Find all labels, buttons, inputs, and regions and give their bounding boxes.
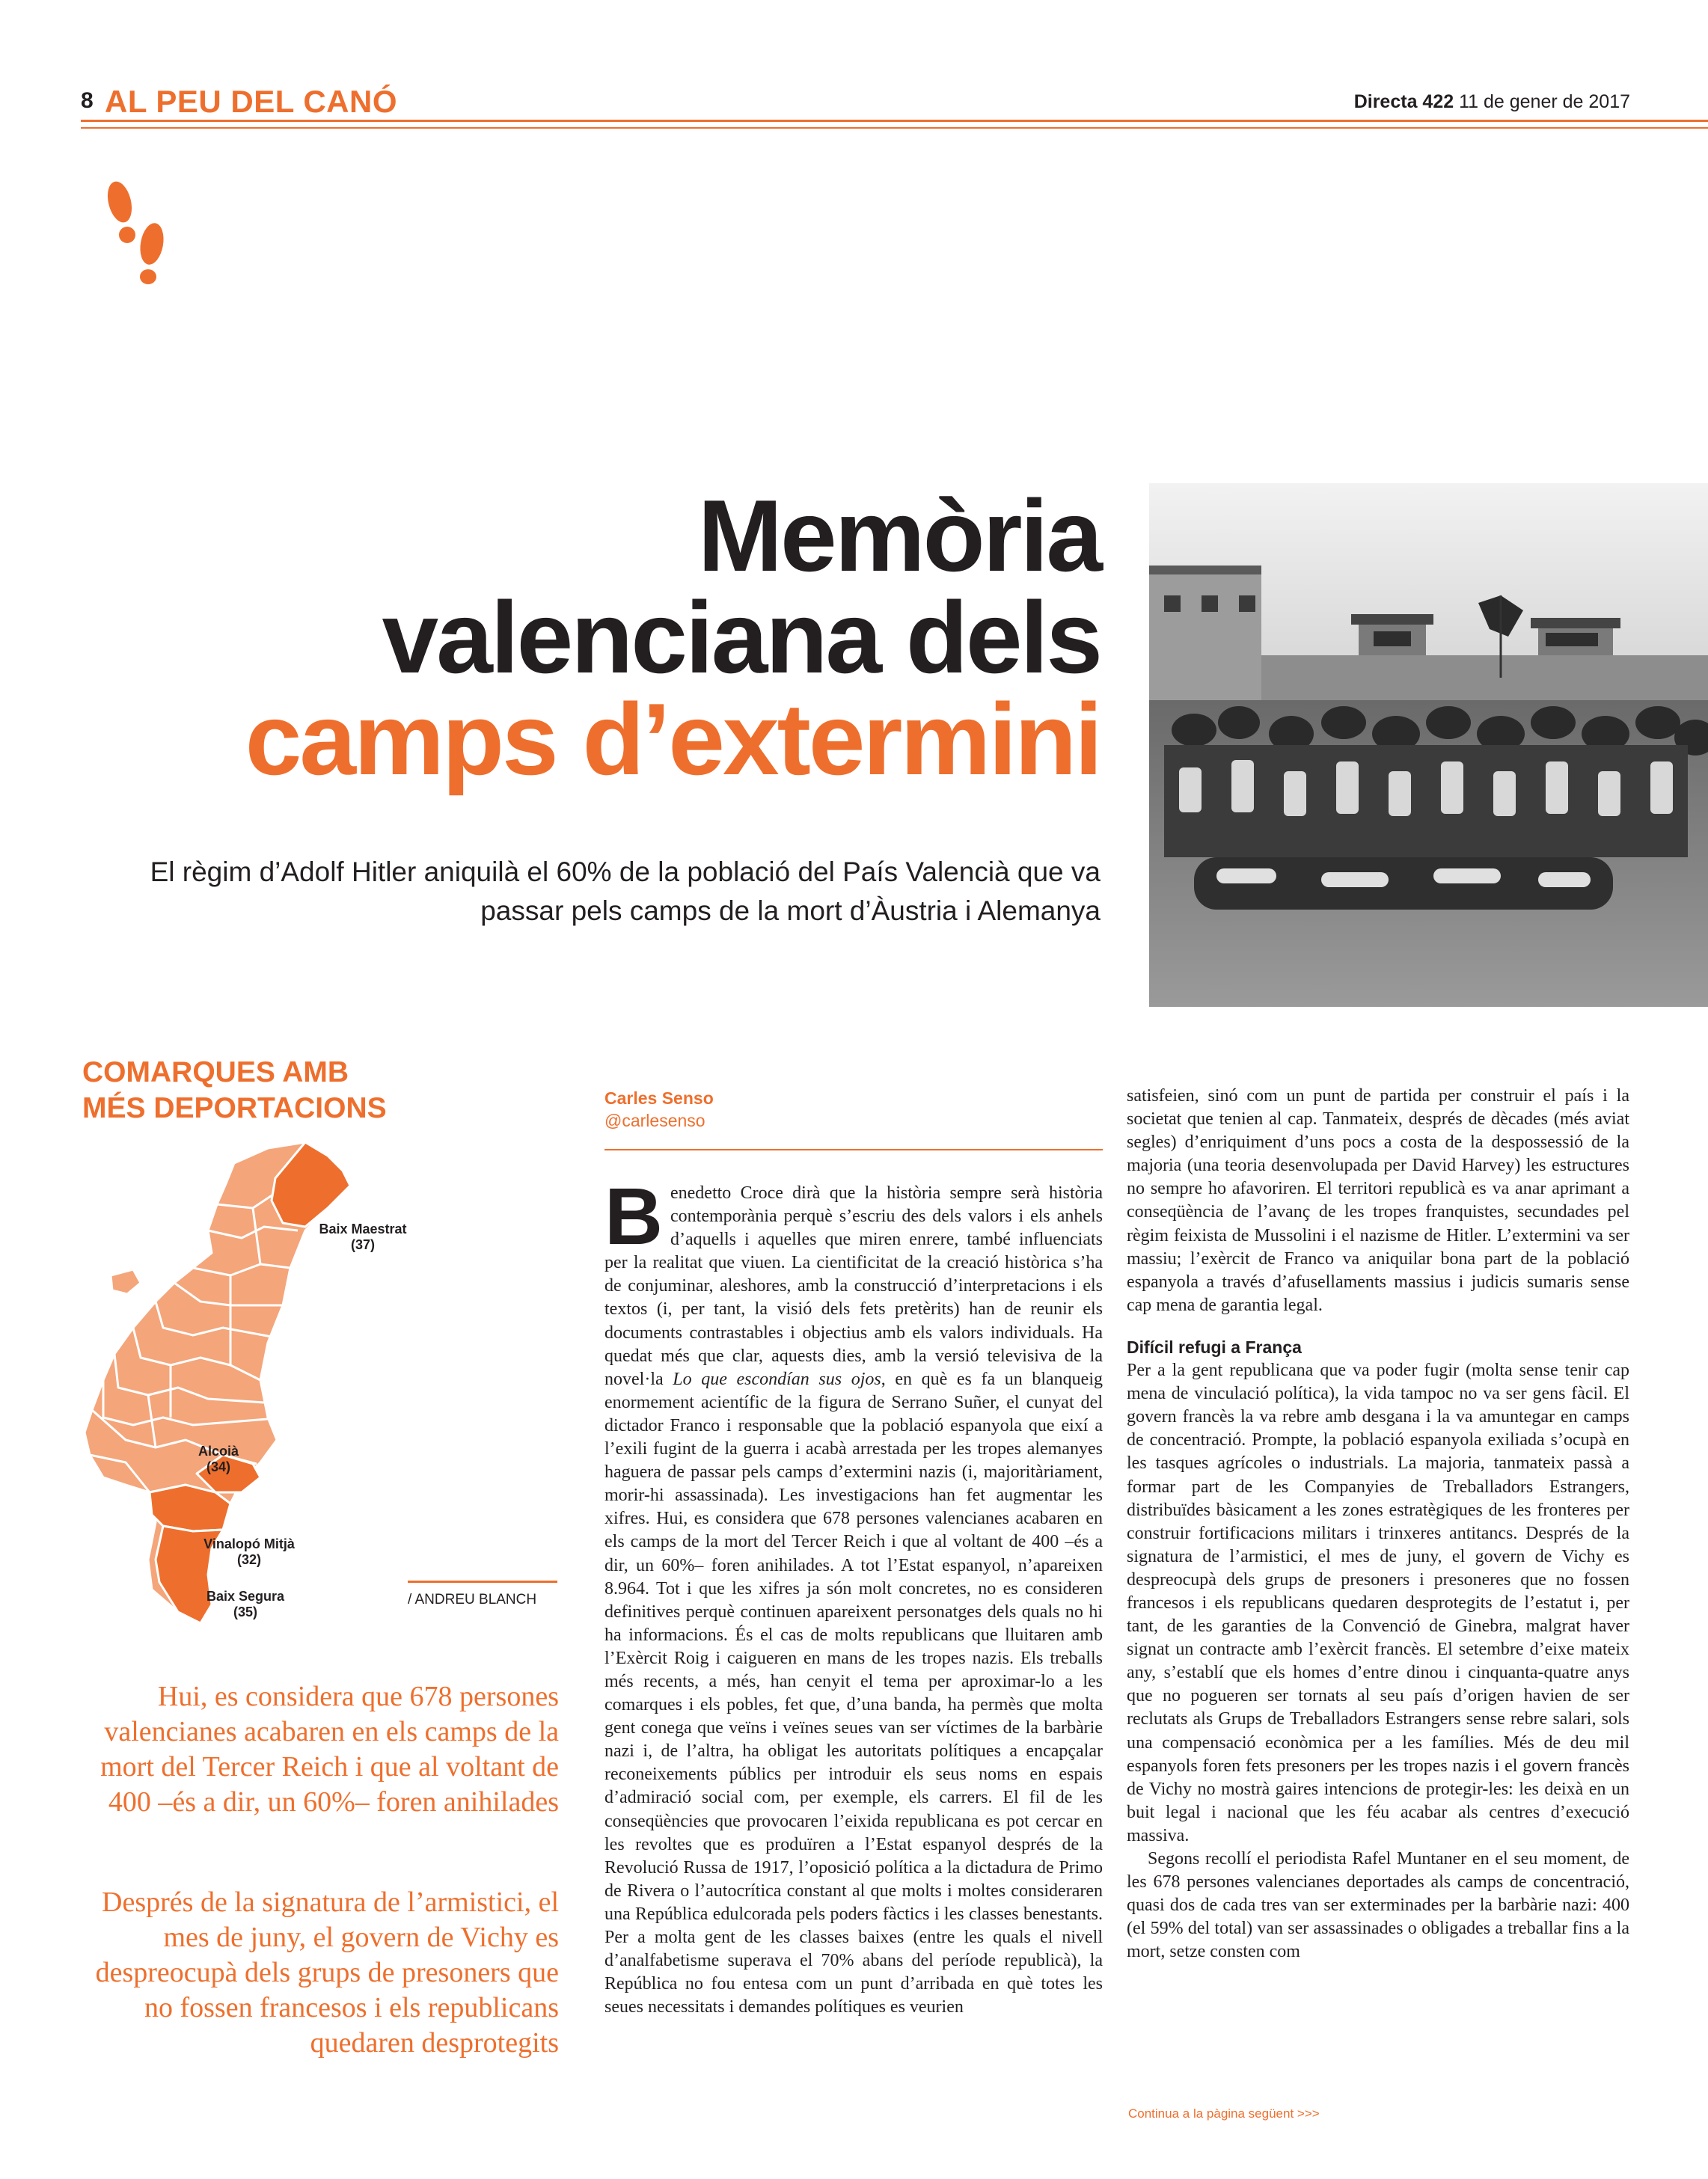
camp-photo-illustration — [1149, 483, 1708, 1007]
byline-author: Carles Senso — [604, 1088, 714, 1108]
map-label-name: Baix Segura — [206, 1589, 285, 1604]
publication-name: Directa 422 — [1353, 91, 1454, 112]
header-rule — [81, 120, 1708, 122]
drop-cap: B — [604, 1171, 663, 1261]
map-title-line-2: MÉS DEPORTACIONS — [82, 1092, 387, 1124]
page-number: 8 — [81, 88, 94, 113]
map-region-enclave — [111, 1269, 141, 1294]
map-label-baix-segura — [193, 1589, 298, 1620]
map-title-line-1: COMARQUES AMB — [82, 1056, 349, 1088]
map-label-baix-maestrat — [314, 1222, 411, 1253]
map-credit: / ANDREU BLANCH — [408, 1592, 537, 1608]
article-column-2 — [1127, 1085, 1629, 1964]
map-label-name: Vinalopó Mitjà — [203, 1536, 295, 1551]
novel-title: Lo que escondían sus ojos — [673, 1369, 881, 1389]
camp-photo — [1149, 483, 1708, 1007]
article-subhead: Difícil refugi a França — [1127, 1337, 1302, 1357]
map-label-count: (34) — [206, 1459, 230, 1474]
pull-quote-1: Hui, es considera que 678 persones valencianes acabaren en els camps de la mort del Tercer Reich i que al voltant de 400 –és a dir, un 60%– foren anihilades — [100, 1681, 559, 1818]
continue-link[interactable]: Continua a la pàgina següent >>> — [1128, 2106, 1320, 2121]
map-label-count: (35) — [233, 1605, 257, 1619]
headline-line-3: camps d’extermini — [245, 682, 1101, 796]
header-rule-secondary — [81, 127, 1708, 129]
map-credit-rule — [408, 1581, 557, 1583]
subtitle: El règim d’Adolf Hitler aniquilà el 60% de la població del País Valencià que va passar pels camps de la mort d’Àustria i Alemanya — [150, 856, 1101, 926]
map-label-name: Baix Maestrat — [319, 1222, 407, 1236]
article-text: , en què es fa un blanqueig enormement acientífic de la figura de Serrano Suñer, el cunyat del dictador Franco i responsable que la població espanyola que eixí a l’exili fugint de la guerra i acabà arrestada per les tropes alemanyes haguera de passar pels camps d’extermini nazis (i, majoritàriament, morir-hi assassinada). Les investigacions han fet augmentar les xifres. Hui, es considera que 678 persones valencianes acabaren en els camps de la mort del Tercer Reich i que al voltant de 400 –és a dir, un 60%– foren anihilades. A tot l’Estat espanyol, n’apareixen 8.964. Tot i que les xifres ja són molt concretes, no es consideren definitives perquè continuen apareixent personatges dels quals no hi ha informacions. És el cas de molts republicans que lluitaren amb l’Exèrcit Roig i caigueren en mans de les tropes nazis. Els treballs més recents, a més, han cenyit el tema per aproximar-lo a les comarques i els pobles, fet que, d’una banda, ha permès que molta gent conega que veïns i veïnes seues van ser víctimes de la barbàrie nazi i, de l’altra, ha obligat les autoritats polítiques a encapçalar reconeixements públics per introduir els seus noms en espais d’admiració social com, per exemple, els carrers. El fil de les conseqüències que provocaren l’eixida republicana es pot cercar en les revoltes que es produïren a l’Estat espanyol després de la Revolució Russa de 1917, l’oposició política a la dictadura de Primo de Rivera o l’autocrítica constant al que molts i moltes consideraren una República edulcorada pels poders fàctics i les classes benestants. Per a molta gent de les classes baixes (entre les quals el nivell d’analfabetisme superava el 70% abans del període republicà), la República no fou entesa com un punt d’arribada en què totes les seues necessitats i demandes polítiques es veurien — [604, 1369, 1103, 2017]
article-paragraph-3: Per a la gent republicana que va poder fugir (molta sense tenir cap mena de vinculació política), la vida tampoc no va ser gens fàcil. El govern francès la va rebre amb desgana i la va amuntegar en camps de concentració. Prompte, la població espanyola exiliada s’ocupà en les tasques agrícoles o industrials. La majoria, tanmateix passà a formar part de les Companyies de Treballadors Estrangers, distribuïdes bàsicament a les zones estratègiques de les fronteres per construir fortificacions militars i trinxeres antitancs. Després de la signatura de l’armistici, el mes de juny, el govern de Vichy es despreocupà dels grups de presoners i presoneres que no fossen francesos i els republicans quedaren desprotegits de l’estatut i, per tant, de les garanties de la Convenció de Ginebra, malgrat haver signat un contracte amb l’exèrcit francès. El setembre d’eixe mateix any, s’establí que els homes d’entre dinou i cinquanta-quatre anys que no pogueren ser tornats al seu país d’origen havien de ser reclutats als Grups de Treballadors Estrangers sense rebre salari, sols una compensació econòmica per a les famílies. Més de deu mil espanyols foren fets presoners per les tropes nazis i el govern francès de Vichy no mostrà gaires intencions de protegir-les: les deixà en un buit legal i nacional que les féu acabar als centres d’execució massiva. — [1127, 1361, 1629, 1845]
headline — [245, 479, 1101, 796]
publication-info — [1354, 91, 1630, 113]
comarques-map — [81, 1141, 560, 1627]
article-paragraph-2: satisfeien, sinó com un punt de partida per construir el país i la societat que tenien al cap. Tanmateix, després de dècades (més aviat segles) d’enriquiment d’uns pocs a costa de la despossessió de la majoria (una teoria desenvolupada per David Harvey) les estructures no sempre ho afavoriren. El territori republicà es va anar aprimant a conseqüència de l’avanç de les tropes franquistes, secundades pel règim feixista de Mussolini i el nazisme de Hitler. L’extermini va ser massiu; l’exèrcit de Franco va aniquilar bona part de la població espanyola a través d’afusellaments massius i judicis sumaris sense cap mena de garantia legal. — [1127, 1086, 1629, 1315]
byline-handle: @carlesenso — [604, 1111, 705, 1130]
map-label-count: (32) — [236, 1552, 261, 1567]
pull-quote-2: Després de la signatura de l’armistici, el mes de juny, el govern de Vichy es despreocupà dels grups de presoners que no fossen francesos i els republicans quedaren desprotegits — [95, 1887, 559, 2059]
map-label-count: (37) — [350, 1237, 375, 1252]
footprints-icon — [103, 174, 171, 286]
map-title — [82, 1055, 387, 1127]
article-paragraph-4: Segons recollí el periodista Rafel Muntaner en el seu moment, de les 678 persones valencianes deportades als camps de concentració, quasi dos de cada tres van ser exterminades per la barbàrie nazi: 400 (el 59% del total) van ser assassinades o obligades a treballar fins a la mort, setze consten com — [1127, 1849, 1629, 1962]
map-label-name: Alcoià — [198, 1444, 239, 1459]
article-text: enedetto Croce dirà que la història sempre serà història contemporània perquè s’escriu des dels valors i els anhels d’aquells i aquelles que miren enrere, també influenciats per la realitat que viuen. La cientificitat de la creació històrica s’ha de conjuminar, aleshores, amb la construcció d’interpretacions i els textos (i, per tant, la visió dels fets pretèrits) han de reunir els documents contrastables i objectius amb els valors individuals. Ha quedat més que clar, aquests dies, amb la versió televisiva de la novel·la — [604, 1183, 1103, 1389]
map-label-vinalopo-mitja — [193, 1536, 305, 1568]
publication-date: 11 de gener de 2017 — [1459, 91, 1630, 112]
headline-line-2: valenciana dels — [382, 580, 1101, 694]
map-label-alcoia — [181, 1444, 256, 1475]
byline-rule — [604, 1149, 1103, 1150]
headline-line-1: Memòria — [697, 479, 1101, 592]
article-paragraph-1 — [604, 1171, 1103, 2019]
section-title: AL PEU DEL CANÓ — [105, 84, 397, 119]
article-column-1 — [604, 1171, 1103, 2019]
